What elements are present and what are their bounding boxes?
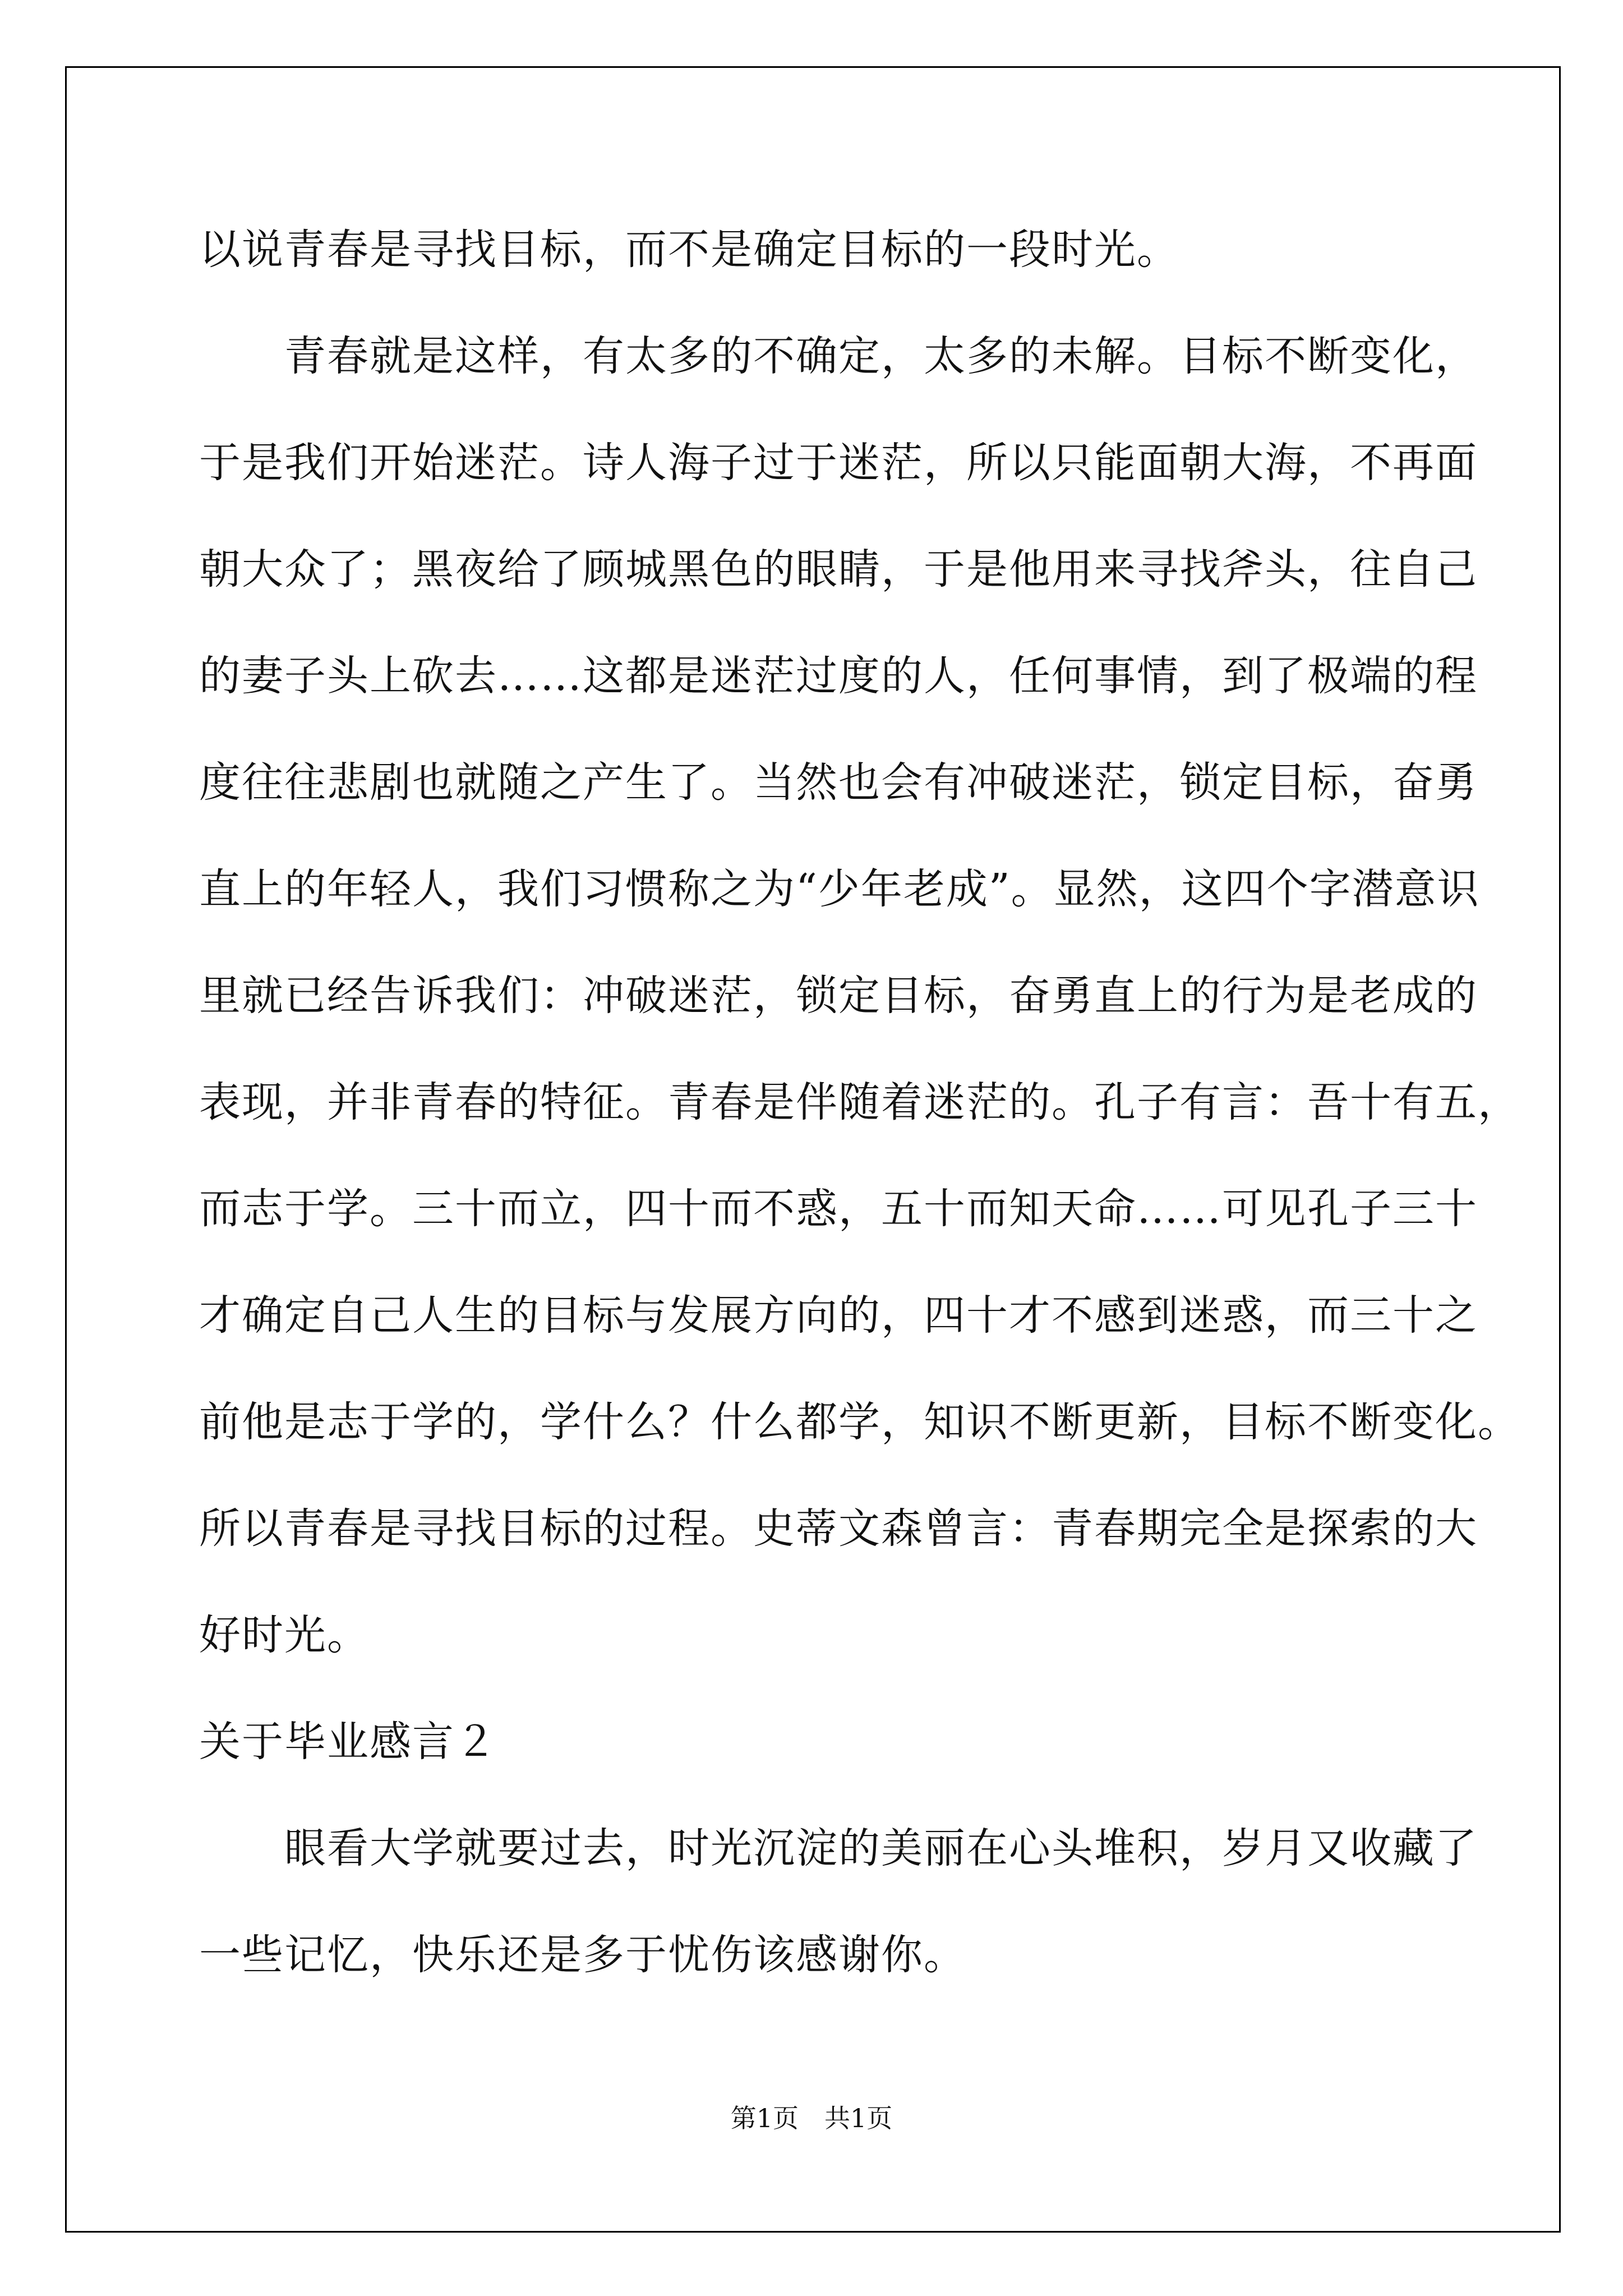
body-line-13: 所以青春是寻找目标的过程。史蒂文森曾言：青春期完全是探索的大 xyxy=(199,1504,1478,1553)
body-line-12: 前他是志于学的，学什么？什么都学，知识不断更新，目标不断变化。 xyxy=(199,1398,1520,1446)
body-line-16: 一些记忆，快乐还是多于忧伤该感谢你。 xyxy=(199,1931,966,1979)
body-line-4: 朝大众了；黑夜给了顾城黑色的眼睛，于是他用来寻找斧头，往自己 xyxy=(199,545,1478,593)
page-footer: 第1页 共1页 xyxy=(730,2103,893,2133)
body-line-9: 表现，并非青春的特征。青春是伴随着迷茫的。孔子有言：吾十有五， xyxy=(199,1078,1520,1126)
page-border xyxy=(65,66,1561,2233)
body-line-15: 眼看大学就要过去，时光沉淀的美丽在心头堆积，岁月又收藏了 xyxy=(199,1824,1478,1872)
section-heading: 关于毕业感言２ xyxy=(199,1718,497,1766)
body-line-6: 度往往悲剧也就随之产生了。当然也会有冲破迷茫，锁定目标，奋勇 xyxy=(199,758,1478,807)
body-line-1: 以说青春是寻找目标，而不是确定目标的一段时光。 xyxy=(199,226,1179,274)
body-line-7: 直上的年轻人，我们习惯称之为“少年老成”。显然，这四个字潜意识 xyxy=(199,865,1480,913)
body-line-3: 于是我们开始迷茫。诗人海子过于迷茫，所以只能面朝大海，不再面 xyxy=(199,439,1478,487)
body-line-2: 青春就是这样，有太多的不确定，太多的未解。目标不断变化， xyxy=(199,332,1478,380)
body-line-14: 好时光。 xyxy=(199,1611,370,1659)
body-line-11: 才确定自己人生的目标与发展方向的，四十才不感到迷惑，而三十之 xyxy=(199,1291,1478,1340)
body-line-8: 里就已经告诉我们：冲破迷茫，锁定目标，奋勇直上的行为是老成的 xyxy=(199,972,1478,1020)
body-line-10: 而志于学。三十而立，四十而不惑，五十而知天命……可见孔子三十 xyxy=(199,1185,1478,1233)
body-line-5: 的妻子头上砍去……这都是迷茫过度的人，任何事情，到了极端的程 xyxy=(199,652,1478,700)
